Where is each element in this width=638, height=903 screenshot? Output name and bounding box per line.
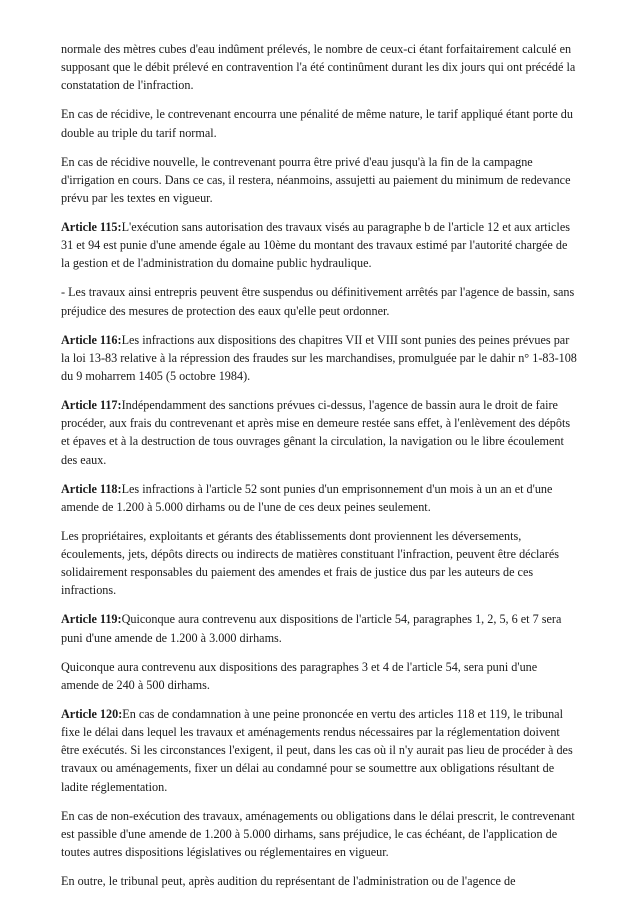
article-heading: Article 119: — [61, 612, 122, 627]
paragraph-recidive — [61, 105, 578, 141]
paragraph-text: En cas de récidive nouvelle, le contrevenant pourra être privé d'eau jusqu'à la fin de la campagne d'irrigation en cours. Dans ce cas, il restera, néanmoins, assujetti au paiement du minimum de redevance prévu par les textes en vigueur. — [61, 154, 571, 206]
paragraph-text: L'exécution sans autorisation des travaux visés au paragraphe b de l'article 12 et aux articles 31 et 94 est punie d'une amende égale au 10ème du montant des travaux estimé par l'autorité chargée de la gestion et de l'administration du domaine public hydraulique. — [61, 220, 570, 271]
article-heading: Article 120: — [61, 706, 123, 721]
paragraph-non-execution — [61, 807, 578, 862]
paragraph-text: En outre, le tribunal peut, après audition du représentant de l'administration ou de l'agence de — [61, 874, 516, 889]
paragraph-text: Quiconque aura contrevenu aux dispositions de l'article 54, paragraphes 1, 2, 5, 6 et 7 sera puni d'une amende de 1.200 à 3.000 dirhams. — [61, 612, 562, 645]
paragraph-text: Les infractions aux dispositions des chapitres VII et VIII sont punies des peines prévues par la loi 13-83 relative à la répression des fraudes sur les marchandises, promulguée par le dahir n° 1-83-108 du 9 moharrem 1405 (5 octobre 1984). — [61, 332, 577, 384]
paragraph-paragraphes-3-4 — [61, 658, 578, 694]
paragraph-text: Les propriétaires, exploitants et gérants des établissements dont proviennent les déversements, écoulements, jets, dépôts directs ou indirects de matières constituant l'infraction, peuvent être déclarés solidairement responsables du paiement des amendes et frais de justice dus par les auteurs de ces infractions. — [61, 528, 559, 598]
paragraph-article-115 — [61, 218, 578, 273]
article-heading: Article 118: — [61, 481, 122, 496]
paragraph-recidive-nouvelle — [61, 153, 578, 208]
paragraph-continuation — [61, 40, 578, 95]
paragraph-text: Indépendamment des sanctions prévues ci-dessus, l'agence de bassin aura le droit de faire procéder, aux frais du contrevenant et après mise en demeure restée sans effet, à l'enlèvement des dépôts et épaves et à la destruction de tous ouvrages gênant la circulation, la navigation ou le libre écoulement des eaux. — [61, 398, 571, 467]
paragraph-text: En cas de condamnation à une peine prononcée en vertu des articles 118 et 119, le tribunal fixe le délai dans lequel les travaux et aménagements rendus nécessaires par la réglementation doivent être exécutés. Si les circonstances l'exigent, il peut, dans les cas où il n'y aurait pas lieu de procéder à des travaux ou aménagements, fixer un délai au condamné pour se soumettre aux obligations résultant de ladite réglementation. — [61, 706, 573, 794]
paragraph-article-120 — [61, 705, 578, 796]
paragraph-text: Quiconque aura contrevenu aux dispositions des paragraphes 3 et 4 de l'article 54, sera puni d'une amende de 240 à 500 dirhams. — [61, 659, 538, 692]
paragraph-article-117 — [61, 396, 578, 469]
paragraph-en-outre — [61, 872, 578, 890]
paragraph-article-118 — [61, 480, 578, 516]
paragraph-travaux-suspendus — [61, 283, 578, 319]
paragraph-article-119 — [61, 610, 578, 646]
article-heading: Article 117: — [61, 398, 122, 413]
paragraph-proprietaires — [61, 527, 578, 600]
paragraph-text: - Les travaux ainsi entrepris peuvent être suspendus ou définitivement arrêtés par l'agence de bassin, sans préjudice des mesures de protection des eaux qu'elle peut ordonner. — [61, 285, 575, 318]
paragraph-text: normale des mètres cubes d'eau indûment prélevés, le nombre de ceux-ci étant forfaitairement calculé en supposant que le débit prélevé en contravention l'a été continûment durant les dix jours qui ont précédé la constatation de l'infraction. — [61, 42, 576, 93]
paragraph-text: En cas de récidive, le contrevenant encourra une pénalité de même nature, le tarif appliqué étant porte du double au triple du tarif normal. — [61, 107, 573, 140]
paragraph-article-116 — [61, 331, 578, 386]
paragraph-text: Les infractions à l'article 52 sont punies d'un emprisonnement d'un mois à un an et d'une amende de 1.200 à 5.000 dirhams ou de l'une de ces deux peines seulement. — [61, 481, 553, 514]
paragraph-text: En cas de non-exécution des travaux, aménagements ou obligations dans le délai prescrit, le contrevenant est passible d'une amende de 1.200 à 5.000 dirhams, sans préjudice, le cas échéant, de l'application de toutes autres dispositions législatives ou réglementaires en vigueur. — [61, 808, 575, 860]
article-heading: Article 116: — [61, 332, 122, 347]
article-heading: Article 115: — [61, 220, 122, 235]
